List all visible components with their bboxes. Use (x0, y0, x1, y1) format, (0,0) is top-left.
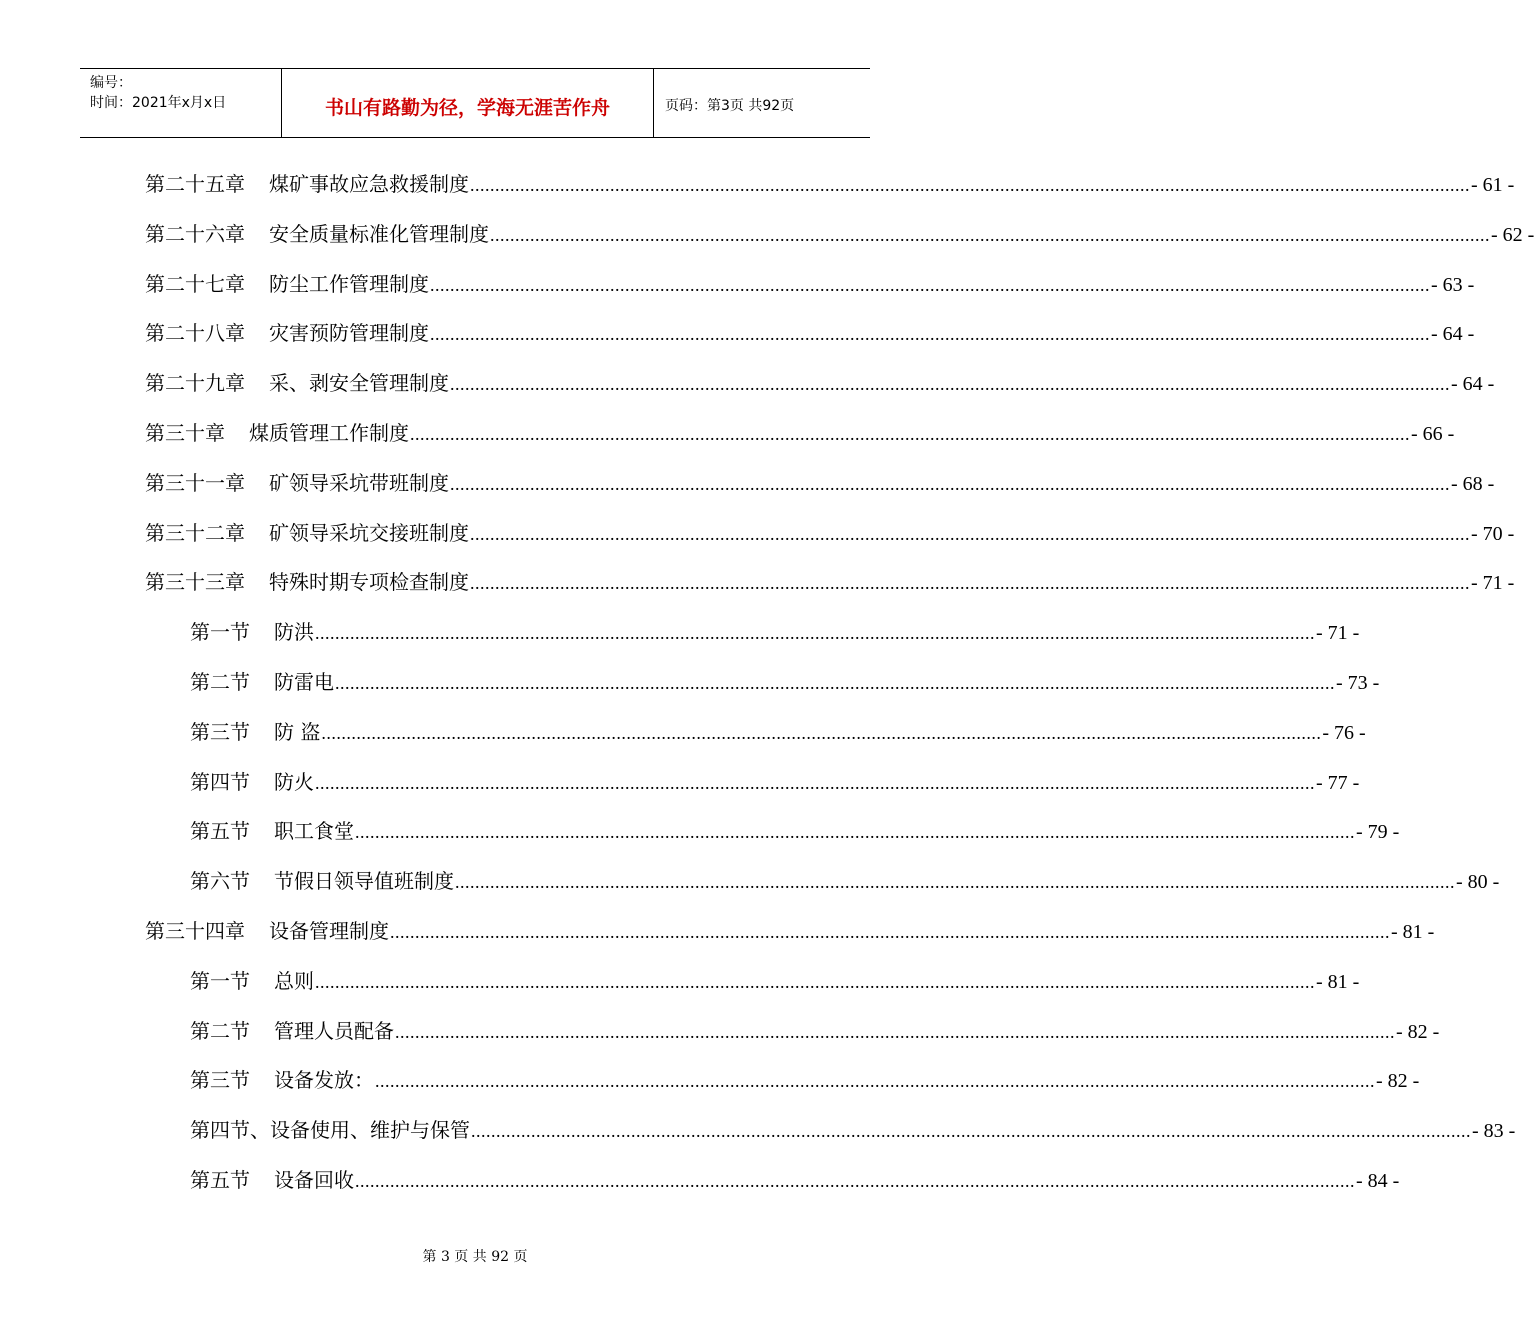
toc-dot-leader: ........................................................................................................................................................................................................ (430, 324, 1430, 344)
toc-dot-leader: ........................................................................................................................................................................................................ (390, 922, 1390, 942)
toc-entry-page: - 71 - (1316, 622, 1360, 644)
toc-entry-label: 第二节 (190, 1019, 250, 1043)
toc-entry-page: - 63 - (1431, 274, 1475, 296)
header-motto: 书山有路勤为径，学海无涯苦作舟 (282, 69, 654, 137)
toc-entry-page: - 71 - (1471, 572, 1515, 594)
toc-dot-leader: ........................................................................................................................................................................................................ (470, 524, 1470, 544)
toc-entry[interactable] (190, 1016, 1440, 1046)
toc-entry[interactable] (145, 219, 1534, 249)
toc-entry[interactable] (190, 1065, 1420, 1095)
toc-entry-label: 第二十六章 (145, 222, 245, 246)
toc-entry-label: 第三十章 (145, 421, 225, 445)
toc-entry-title: 设备管理制度 (269, 919, 389, 943)
toc-entry-label: 第三节 (190, 1068, 250, 1092)
toc-dot-leader: ........................................................................................................................................................................................................ (315, 623, 1315, 643)
toc-entry-page: - 81 - (1391, 921, 1435, 943)
toc-dot-leader: ........................................................................................................................................................................................................ (335, 673, 1335, 693)
toc-dot-leader: ........................................................................................................................................................................................................ (455, 872, 1455, 892)
toc-entry-title: 防尘工作管理制度 (269, 272, 429, 296)
toc-entry-label: 第一节 (190, 969, 250, 993)
toc-entry[interactable] (190, 1115, 1516, 1145)
toc-entry-label: 第四节、 (190, 1118, 270, 1142)
toc-entry-label: 第五节 (190, 819, 250, 843)
toc-dot-leader: ........................................................................................................................................................................................................ (355, 822, 1355, 842)
toc-entry-page: - 77 - (1316, 772, 1360, 794)
number-label: 编号： (90, 75, 132, 91)
toc-entry-title: 节假日领导值班制度 (274, 869, 454, 893)
toc-entry-label: 第五节 (190, 1168, 250, 1192)
toc-entry-page: - 62 - (1491, 224, 1534, 246)
toc-dot-leader: ........................................................................................................................................................................................................ (315, 972, 1315, 992)
toc-entry-page: - 76 - (1322, 722, 1366, 744)
toc-entry[interactable] (190, 1165, 1400, 1195)
toc-entry-label: 第二十五章 (145, 172, 245, 196)
toc-entry[interactable] (145, 518, 1515, 548)
toc-entry-title: 特殊时期专项检查制度 (269, 570, 469, 594)
toc-entry-label: 第三十四章 (145, 919, 245, 943)
toc-entry-title: 安全质量标准化管理制度 (269, 222, 489, 246)
header-page-info: 页码：第3页 共92页 (665, 98, 795, 114)
toc-entry-title: 防雷电 (274, 670, 334, 694)
toc-entry-page: - 82 - (1376, 1070, 1420, 1092)
toc-entry-label: 第二节 (190, 670, 250, 694)
toc-entry[interactable] (145, 418, 1455, 448)
header-meta (80, 69, 282, 137)
toc-entry[interactable] (190, 816, 1400, 846)
toc-entry-label: 第二十九章 (145, 371, 245, 395)
toc-entry-label: 第四节 (190, 770, 250, 794)
toc-entry-page: - 61 - (1471, 174, 1515, 196)
toc-entry-label: 第六节 (190, 869, 250, 893)
toc-entry-title: 总则 (274, 969, 314, 993)
toc-entry-title: 防火 (274, 770, 314, 794)
toc-entry-page: - 66 - (1411, 423, 1455, 445)
toc-entry-page: - 73 - (1336, 672, 1380, 694)
toc-entry-page: - 83 - (1472, 1120, 1516, 1142)
toc-entry-label: 第三十三章 (145, 570, 245, 594)
toc-entry[interactable] (190, 717, 1366, 747)
toc-entry-page: - 79 - (1356, 821, 1400, 843)
toc-entry-title: 设备使用、维护与保管 (270, 1118, 470, 1142)
toc-dot-leader: ........................................................................................................................................................................................................ (375, 1071, 1375, 1091)
toc-dot-leader: ........................................................................................................................................................................................................ (450, 374, 1450, 394)
toc-dot-leader: ........................................................................................................................................................................................................ (321, 723, 1322, 743)
toc-entry-title: 灾害预防管理制度 (269, 321, 429, 345)
toc-entry[interactable] (145, 269, 1475, 299)
toc-entry-page: - 64 - (1431, 323, 1475, 345)
toc-entry-label: 第二十八章 (145, 321, 245, 345)
toc-entry-label: 第二十七章 (145, 272, 245, 296)
toc-entry-label: 第三节 (190, 720, 250, 744)
toc-entry[interactable] (145, 368, 1495, 398)
toc-entry-label: 第三十二章 (145, 521, 245, 545)
toc-dot-leader: ........................................................................................................................................................................................................ (471, 1121, 1471, 1141)
toc-entry-label: 第三十一章 (145, 471, 245, 495)
toc-entry-title: 煤质管理工作制度 (249, 421, 409, 445)
toc-dot-leader: ........................................................................................................................................................................................................ (410, 424, 1410, 444)
toc-entry[interactable] (190, 767, 1360, 797)
toc-entry-title: 防 盗 (274, 720, 321, 744)
toc-dot-leader: ........................................................................................................................................................................................................ (470, 175, 1470, 195)
toc-entry[interactable] (190, 966, 1360, 996)
time-label: 时间：2021年x月x日 (90, 95, 227, 111)
toc-entry-page: - 70 - (1471, 523, 1515, 545)
toc-entry-page: - 81 - (1316, 971, 1360, 993)
toc-entry-page: - 80 - (1456, 871, 1500, 893)
toc-entry-title: 管理人员配备 (274, 1019, 394, 1043)
toc-entry-title: 设备发放： (274, 1068, 374, 1092)
toc-entry[interactable] (145, 169, 1515, 199)
toc-entry[interactable] (145, 318, 1475, 348)
toc-entry-label: 第一节 (190, 620, 250, 644)
toc-entry-page: - 68 - (1451, 473, 1495, 495)
toc-dot-leader: ........................................................................................................................................................................................................ (355, 1171, 1355, 1191)
page-header (80, 68, 870, 138)
toc-entry[interactable] (190, 667, 1380, 697)
toc-entry-title: 煤矿事故应急救援制度 (269, 172, 469, 196)
toc-entry[interactable] (145, 468, 1495, 498)
toc-entry[interactable] (145, 916, 1435, 946)
toc-entry-title: 防洪 (274, 620, 314, 644)
toc-entry-title: 矿领导采坑交接班制度 (269, 521, 469, 545)
toc-dot-leader: ........................................................................................................................................................................................................ (450, 474, 1450, 494)
toc-dot-leader: ........................................................................................................................................................................................................ (490, 225, 1490, 245)
toc-entry-title: 矿领导采坑带班制度 (269, 471, 449, 495)
toc-entry-page: - 82 - (1396, 1021, 1440, 1043)
page-footer: 第 3 页 共 92 页 (422, 1249, 528, 1265)
toc-entry[interactable] (190, 866, 1500, 896)
toc-entry[interactable] (145, 567, 1515, 597)
toc-dot-leader: ........................................................................................................................................................................................................ (395, 1022, 1395, 1042)
toc-entry[interactable] (190, 617, 1360, 647)
toc-entry-page: - 84 - (1356, 1170, 1400, 1192)
toc-entry-title: 设备回收 (274, 1168, 354, 1192)
toc-entry-title: 采、剥安全管理制度 (269, 371, 449, 395)
toc-dot-leader: ........................................................................................................................................................................................................ (470, 573, 1470, 593)
toc-entry-title: 职工食堂 (274, 819, 354, 843)
toc-entry-page: - 64 - (1451, 373, 1495, 395)
toc-dot-leader: ........................................................................................................................................................................................................ (315, 773, 1315, 793)
toc-dot-leader: ........................................................................................................................................................................................................ (430, 275, 1430, 295)
